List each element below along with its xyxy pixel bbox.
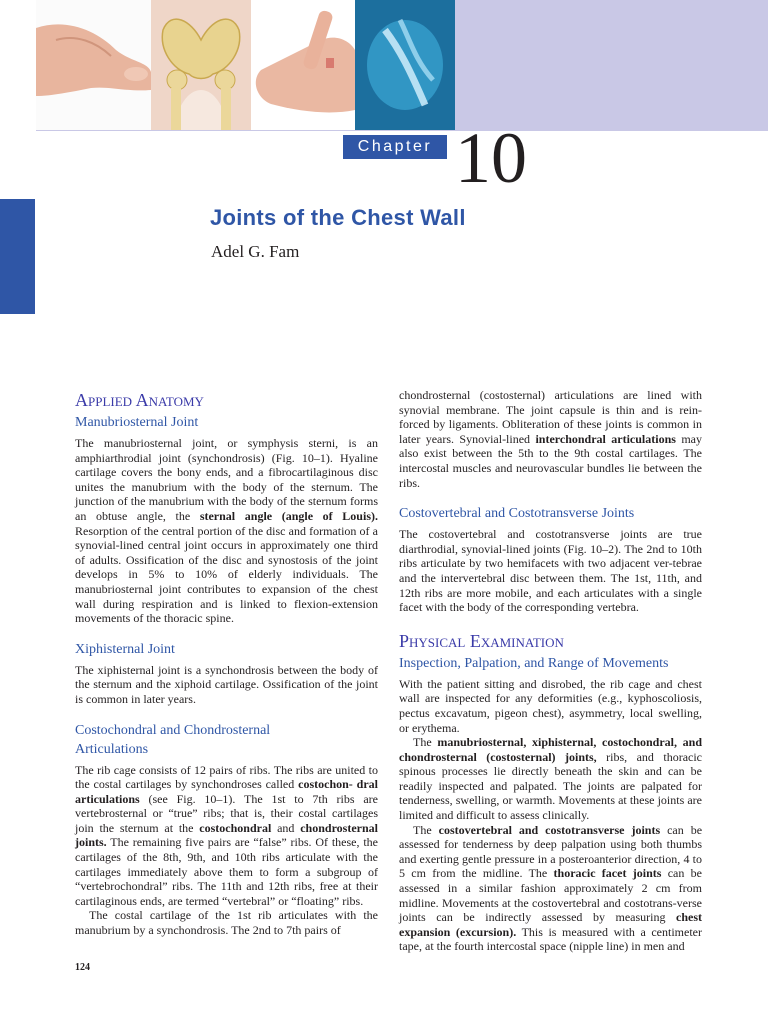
section-heading-physical-examination: Physical Examination [399, 630, 564, 651]
chapter-number: 10 [455, 118, 527, 198]
subheading-manubriosternal: Manubriosternal Joint [75, 415, 199, 430]
paragraph-costal-cartilage: The costal cartilage of the 1st rib articulates with the manubrium by a synchondrosis. The 2nd to 7th pairs of [75, 908, 378, 938]
subheading-xiphisternal: Xiphisternal Joint [75, 641, 175, 657]
paragraph-xiphisternal: The xiphisternal joint is a synchondrosis between the body of the sternum and the xiphoid cartilage. Ossification of the joint is common in later years. [75, 662, 378, 706]
paragraph-palpation: The manubriosternal, xiphisternal, costochondral, and chondrosternal (costosternal) joints, ribs, and thoracic spinous processes lie directly beneath the skin and can be readily inspected and palpated. The joints are palpated for tenderness, swelling, or warmth. Movements at these joints are limited and difficult to assess clinically. [399, 735, 703, 823]
pelvis-illustration [151, 0, 251, 130]
section-heading-applied-anatomy: Applied Anatomy [75, 390, 204, 410]
hand-photo [36, 0, 151, 130]
chapter-title: Joints of the Chest Wall [210, 205, 466, 230]
paragraph-costovertebral: The costovertebral and costotransverse joints are true diarthrodial, synovial-lined joints (Fig. 10–2). The 2nd to 10th ribs articulate by two hemifacets with two adjacent ver-tebrae and the intervertebral disc between them. The 1st, 11th, and 12th ribs are more mobile, and each articulates with a single facet with the body of the corresponding vertebra. [399, 527, 702, 615]
xray-photo [355, 0, 455, 130]
paragraph-rib-cage: The rib cage consists of 12 pairs of ribs. The ribs are united to the costal cartilages by synchondroses called costochon- dral articulations (see Fig. 10–1). The 1st to 7th ribs are vertebrosternal or “true” ribs; that is, their costal cartilages join the sternum at the costochondral and chondrosternal joints. The remaining five pairs are “false” ribs. Of these, the cartilages of the 8th, 9th, and 10th ribs articulate with the cartilages immediately above them to form a subgroup of “vertebrochondral” ribs. The 11th and 12th ribs, free at their cartilaginous ends, are termed “vertebral” or “floating” ribs. [75, 762, 379, 908]
hand-joint-photo [251, 0, 355, 130]
chapter-label: Chapter [343, 135, 447, 159]
subheading-costovertebral: Costovertebral and Costotransverse Joints [399, 506, 635, 522]
subheading-inspection: Inspection, Palpation, and Range of Movements [399, 655, 669, 671]
author-name: Adel G. Fam [211, 242, 300, 261]
page-number: 124 [75, 962, 90, 973]
paragraph-inspection: With the patient sitting and disrobed, the rib cage and chest wall are inspected for any deformities (e.g., kyphoscoliosis, pectus excavatum, pigeon chest), asymmetry, local swelling, or erythema. [399, 676, 702, 735]
chapter-side-tab [0, 199, 35, 314]
paragraph-chondrosternal-continued: chondrosternal (costosternal) articulations are lined with synovial membrane. The joint capsule is thin and is rein-forced by ligaments. Obliteration of these joints is common in later years. Synovial-lined interchondral articulations may also exist between the 5th to the 9th costal cartilages. The intercostal muscles and neurovascular bundles lie between the ribs. [399, 388, 702, 490]
paragraph-manubriosternal: The manubriosternal joint, or symphysis sterni, is an amphiarthrodial joint (synchondrosis) (Fig. 10–1). Hyaline cartilage covers the bony ends, and a fibrocartilaginous disc unites the manubrium with the body of the sternum. The junction of the manubrium with the body of the sternum forms an obtuse angle, the sternal angle (angle of Louis). Resorption of the central portion of the disc and formation of a synovial-lined central joint occurs in approximately one third of adults. Ossification of the disc and synostosis of the joint develops in 5% to 10% of elderly individuals. The manubriosternal joint contributes to expansion of the chest wall during respiration and is linked to flexion-extension movements of the thoracic spine. [75, 436, 378, 626]
right-column [399, 388, 702, 954]
left-column [75, 388, 378, 938]
paragraph-costovertebral-assessment: The costovertebral and costotransverse joints can be assessed for tenderness by deep palpation using both thumbs and exerting gentle pressure in a posteroanterior direction, 4 to 5 cm from the midline. The thoracic facet joints can be assessed in a similar fashion approximately 2 cm from midline. Movements at the costovertebral and costotrans-verse joints can be indirectly assessed by measuring chest expansion (excursion). This is measured with a centimeter tape, at the fourth intercostal space (nipple line) in men and [399, 822, 703, 954]
subheading-costochondral: Costochondral and Chondrosternal Articulations [75, 722, 271, 757]
